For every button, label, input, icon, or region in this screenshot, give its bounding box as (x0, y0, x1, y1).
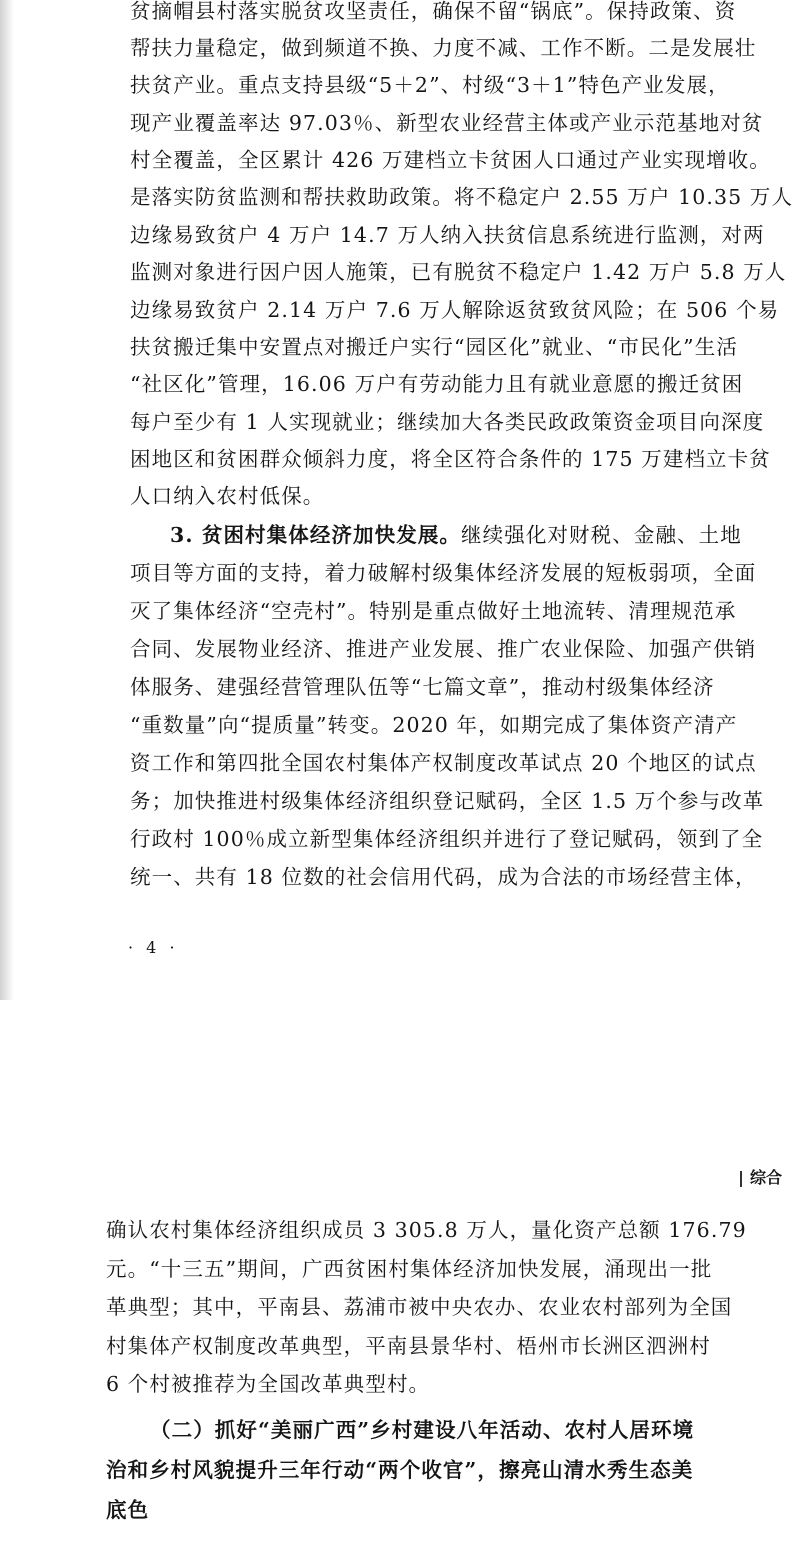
body-line: “社区化”管理，16.06 万户有劳动能力且有就业意愿的搬迁贫困 (130, 372, 744, 396)
document-page-lower (0, 1165, 800, 1546)
body-line: 人口纳入农村低保。 (130, 484, 325, 508)
body-line: 边缘易致贫户 4 万户 14.7 万人纳入扶贫信息系统进行监测，对两 (130, 223, 765, 247)
body-line: 边缘易致贫户 2.14 万户 7.6 万人解除返贫致贫风险；在 506 个易 (130, 298, 780, 322)
body-line: 帮扶力量稳定，做到频道不换、力度不减、工作不断。二是发展壮 (130, 36, 757, 60)
header-divider (740, 1171, 742, 1187)
body-line: 贫摘帽县村落实脱贫攻坚责任，确保不留“锅底”。保持政策、资 (130, 0, 737, 23)
body-line: 项目等方面的支持，着力破解村级集体经济发展的短板弱项，全面 (130, 561, 757, 585)
body-line: 扶贫产业。重点支持县级“5＋2”、村级“3＋1”特色产业发展， (130, 73, 730, 97)
section-3-lead: 继续强化对财税、金融、土地 (461, 523, 742, 547)
body-line: 扶贫搬迁集中安置点对搬迁户实行“园区化”就业、“市民化”生活 (130, 335, 738, 359)
body-line: 6 个村被推荐为全国改革典型村。 (106, 1372, 431, 1396)
body-line: 每户至少有 1 人实现就业；继续加大各类民政政策资金项目向深度 (130, 410, 765, 434)
body-line: 行政村 100％成立新型集体经济组织并进行了登记赋码，领到了全 (130, 827, 764, 851)
body-line: 村全覆盖，全区累计 426 万建档立卡贫困人口通过产业实现增收。 (130, 148, 771, 172)
body-line: 务；加快推进村级集体经济组织登记赋码，全区 1.5 万个参与改革 (130, 789, 765, 813)
body-line: 合同、发展物业经济、推进产业发展、推广农业保险、加强产供销 (130, 637, 757, 661)
running-header (0, 1165, 800, 1193)
body-line: 是落实防贫监测和帮扶救助政策。将不稳定户 2.55 万户 10.35 万人 (130, 185, 794, 209)
page-gutter-shadow (0, 0, 14, 1000)
body-line: 确认农村集体经济组织成员 3 305.8 万人，量化资产总额 176.79 (106, 1218, 747, 1242)
body-line: 困地区和贫困群众倾斜力度，将全区符合条件的 175 万建档立卡贫 (130, 447, 771, 471)
section-heading-line: 治和乡村风貌提升三年行动“两个收官”，擦亮山清水秀生态美 (106, 1458, 694, 1482)
section-3-heading: 3. 贫困村集体经济加快发展。 (170, 523, 462, 547)
page-number: · 4 · (128, 938, 179, 957)
body-line: 村集体产权制度改革典型，平南县景华村、梧州市长洲区泗洲村 (106, 1334, 711, 1358)
body-line: 监测对象进行因户因人施策，已有脱贫不稳定户 1.42 万户 5.8 万人 (130, 260, 787, 284)
body-line: 革典型；其中，平南县、荔浦市被中央农办、农业农村部列为全国 (106, 1295, 733, 1319)
body-line: “重数量”向“提质量”转变。2020 年，如期完成了集体资产清产 (130, 713, 738, 737)
section-3-paragraph (170, 520, 742, 550)
body-line: 元。“十三五”期间，广西贫困村集体经济加快发展，涌现出一批 (106, 1257, 713, 1281)
body-line: 现产业覆盖率达 97.03％、新型农业经营主体或产业示范基地对贫 (130, 111, 764, 135)
body-line: 体服务、建强经营管理队伍等“七篇文章”，推动村级集体经济 (130, 675, 715, 699)
section-heading-line: （二）抓好“美丽广西”乡村建设八年活动、农村人居环境 (150, 1418, 695, 1442)
body-line: 灭了集体经济“空壳村”。特别是重点做好土地流转、清理规范承 (130, 599, 737, 623)
body-line: 资工作和第四批全国农村集体产权制度改革试点 20 个地区的试点 (130, 751, 757, 775)
section-heading-line: 底色 (106, 1498, 150, 1522)
running-header-label: 综合 (750, 1168, 783, 1187)
body-line: 统一、共有 18 位数的社会信用代码，成为合法的市场经营主体， (130, 865, 757, 889)
